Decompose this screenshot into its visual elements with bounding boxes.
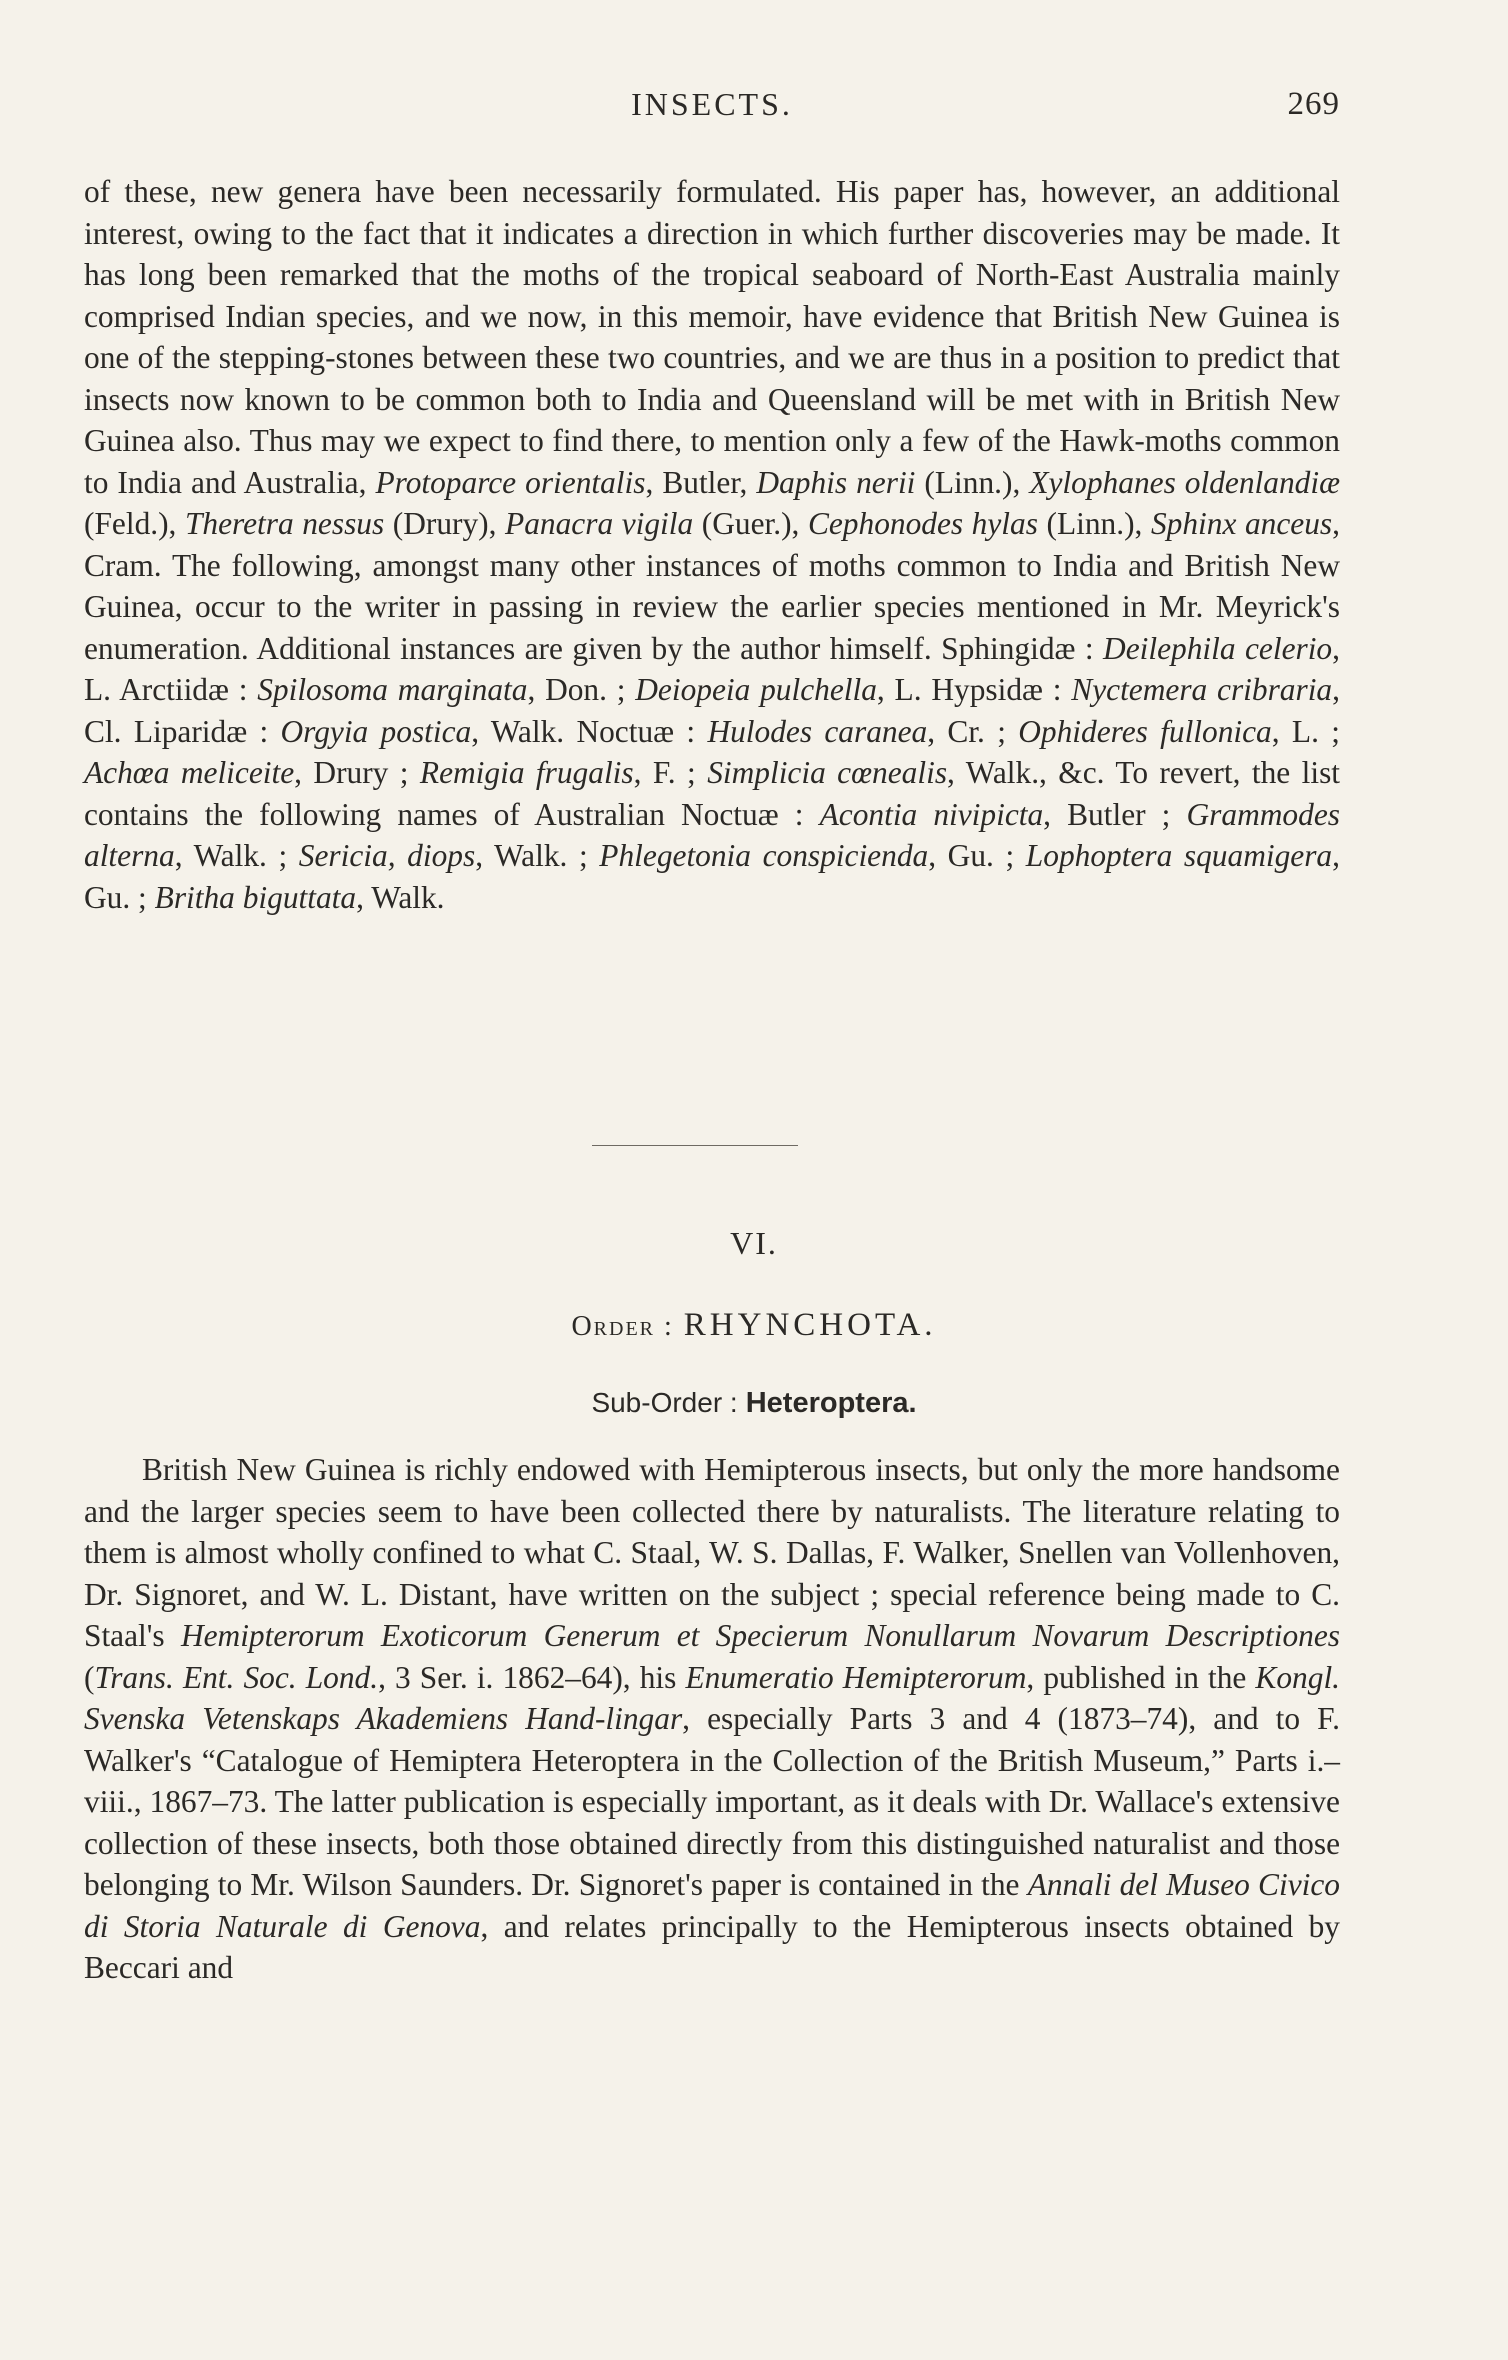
text-run: , Don. ;	[527, 672, 636, 707]
text-run: British New Guinea is richly endowed with Hemipterous insects, but only the more handsome and the larger species seem to have been collected there by naturalists. The literature relating to them is almost wholly confined to what C. Staal, W. S. Dallas, F. Walker, Snellen van Vollenhoven, Dr. Signoret, and W. L. Distant, have written on the subject ; special reference being made to C. Staal's	[84, 1452, 1340, 1653]
text-run: , 3 Ser. i. 1862–64), his	[378, 1659, 686, 1695]
italic-text-run: Phlegetonia conspicienda	[599, 838, 929, 873]
italic-text-run: Panacra vigila	[505, 506, 694, 541]
section-number: VI.	[730, 1225, 778, 1261]
text-run: (Linn.),	[1037, 506, 1151, 541]
text-run: , Butler ;	[1043, 796, 1187, 832]
italic-text-run: Sericia, diops	[298, 838, 476, 873]
order-label: Order :	[571, 1311, 674, 1342]
text-run: , Walk. Noctuæ :	[471, 713, 708, 749]
italic-text-run: Annali del Museo Civico di Storia Naturale di Genova	[84, 1867, 1341, 1944]
section-divider	[592, 1145, 798, 1146]
italic-text-run: Hulodes caranea	[707, 713, 928, 749]
text-run: , especially Parts 3 and 4 (1873–74), and to F. Walker's “Catalogue of Hemiptera Heteroptera in the Collection of the British Museum,” Parts i.–viii., 1867–73. The latter publication is especially important, as it deals with Dr. Wallace's extensive collection of these insects, both those obtained directly from this distinguished naturalist and those belonging to Mr. Wilson Saunders. Dr. Signoret's paper is contained in the	[84, 1701, 1340, 1902]
text-run: , Gu. ;	[928, 838, 1026, 873]
body-paragraph	[84, 1449, 1340, 1989]
text-run: , L. ;	[1271, 713, 1340, 749]
text-run: , Walk., &c. To revert, the list contains the following names of Australian Noctuæ :	[84, 755, 1341, 832]
body-paragraph	[84, 171, 1340, 918]
italic-text-run: Xylophanes oldenlandiæ	[1029, 464, 1341, 500]
italic-text-run: Cephonodes hylas	[807, 506, 1038, 541]
text-run: (	[84, 1659, 95, 1695]
italic-text-run: Hemipterorum Exoticorum Generum et Specierum Nonullarum Novarum Descriptiones	[180, 1618, 1340, 1653]
text-run: , L. Hypsidæ :	[876, 672, 1072, 707]
text-run: , Gu. ;	[84, 838, 1340, 915]
page-number: 269	[1287, 86, 1340, 122]
italic-text-run: Nyctemera cribraria	[1071, 672, 1333, 707]
italic-text-run: Remigia frugalis	[419, 755, 634, 790]
italic-text-run: Enumeratio Hemipterorum	[685, 1659, 1027, 1695]
order-name: RHYNCHOTA.	[683, 1307, 937, 1343]
text-run: (Linn.),	[915, 464, 1030, 500]
text-run: , Cr. ;	[927, 713, 1019, 749]
italic-text-run: Lophoptera squamigera	[1025, 838, 1333, 873]
text-run: (Guer.),	[693, 506, 808, 541]
text-run: , Walk. ;	[475, 838, 600, 873]
suborder-heading	[0, 1384, 1508, 1420]
text-run: (Feld.),	[84, 506, 185, 541]
italic-text-run: Theretra nessus	[184, 506, 385, 541]
text-run: , F. ;	[633, 755, 708, 790]
text-run: , L. Arctiidæ :	[84, 630, 1340, 707]
text-run: , Cram. The following, amongst many other instances of moths common to India and British New Guinea, occur to the writer in passing in review the earlier species mentioned in Mr. Meyrick's enumeration. Additional instances are given by the author himself. Sphingidæ :	[84, 506, 1340, 666]
italic-text-run: Sphinx anceus	[1150, 506, 1333, 541]
text-run: (Drury),	[384, 506, 506, 541]
suborder-label: Sub-Order :	[591, 1387, 738, 1418]
italic-text-run: Deiopeia pulchella	[635, 672, 877, 707]
text-run: , Walk.	[356, 879, 445, 915]
italic-text-run: Deilephila celerio	[1103, 630, 1333, 666]
text-run: , published in the	[1026, 1659, 1256, 1695]
italic-text-run: Simplicia cœnealis	[707, 755, 948, 790]
suborder-name: Heteroptera.	[745, 1387, 917, 1419]
italic-text-run: Britha biguttata	[154, 879, 357, 915]
order-heading	[0, 1307, 1508, 1344]
text-run: of these, new genera have been necessarily formulated. His paper has, however, an additional interest, owing to the fact that it indicates a direction in which further discoveries may be made. It has long been remarked that the moths of the tropical seaboard of North-East Australia mainly comprised Indian species, and we now, in this memoir, have evidence that British New Guinea is one of the stepping-stones between these two countries, and we are thus in a position to predict that insects now known to be common both to India and Queensland will be met with in British New Guinea also. Thus may we expect to find there, to mention only a few of the Hawk-moths common to India and Australia,	[84, 174, 1340, 500]
italic-text-run: Trans. Ent. Soc. Lond.	[94, 1659, 379, 1695]
text-run: , Walk. ;	[174, 838, 299, 873]
italic-text-run: Spilosoma marginata	[257, 672, 528, 707]
italic-text-run: Protoparce orientalis	[375, 464, 646, 500]
italic-text-run: Achœa meliceite	[84, 755, 295, 790]
italic-text-run: Grammodes alterna	[84, 796, 1340, 873]
text-run: , and relates principally to the Hemipterous insects obtained by Beccari and	[84, 1908, 1340, 1985]
italic-text-run: Acontia nivipicta	[819, 796, 1044, 832]
text-run: , Cl. Liparidæ :	[84, 672, 1340, 749]
italic-text-run: Kongl. Svenska Vetenskaps Akademiens Hand-lingar	[84, 1659, 1341, 1736]
italic-text-run: Ophideres fullonica	[1018, 713, 1272, 749]
italic-text-run: Orgyia postica	[280, 713, 472, 749]
text-run: , Drury ;	[294, 755, 420, 790]
text-run: , Butler,	[645, 464, 757, 500]
italic-text-run: Daphis nerii	[756, 464, 916, 500]
running-head-title: INSECTS.	[631, 86, 793, 122]
running-head	[84, 86, 1340, 130]
